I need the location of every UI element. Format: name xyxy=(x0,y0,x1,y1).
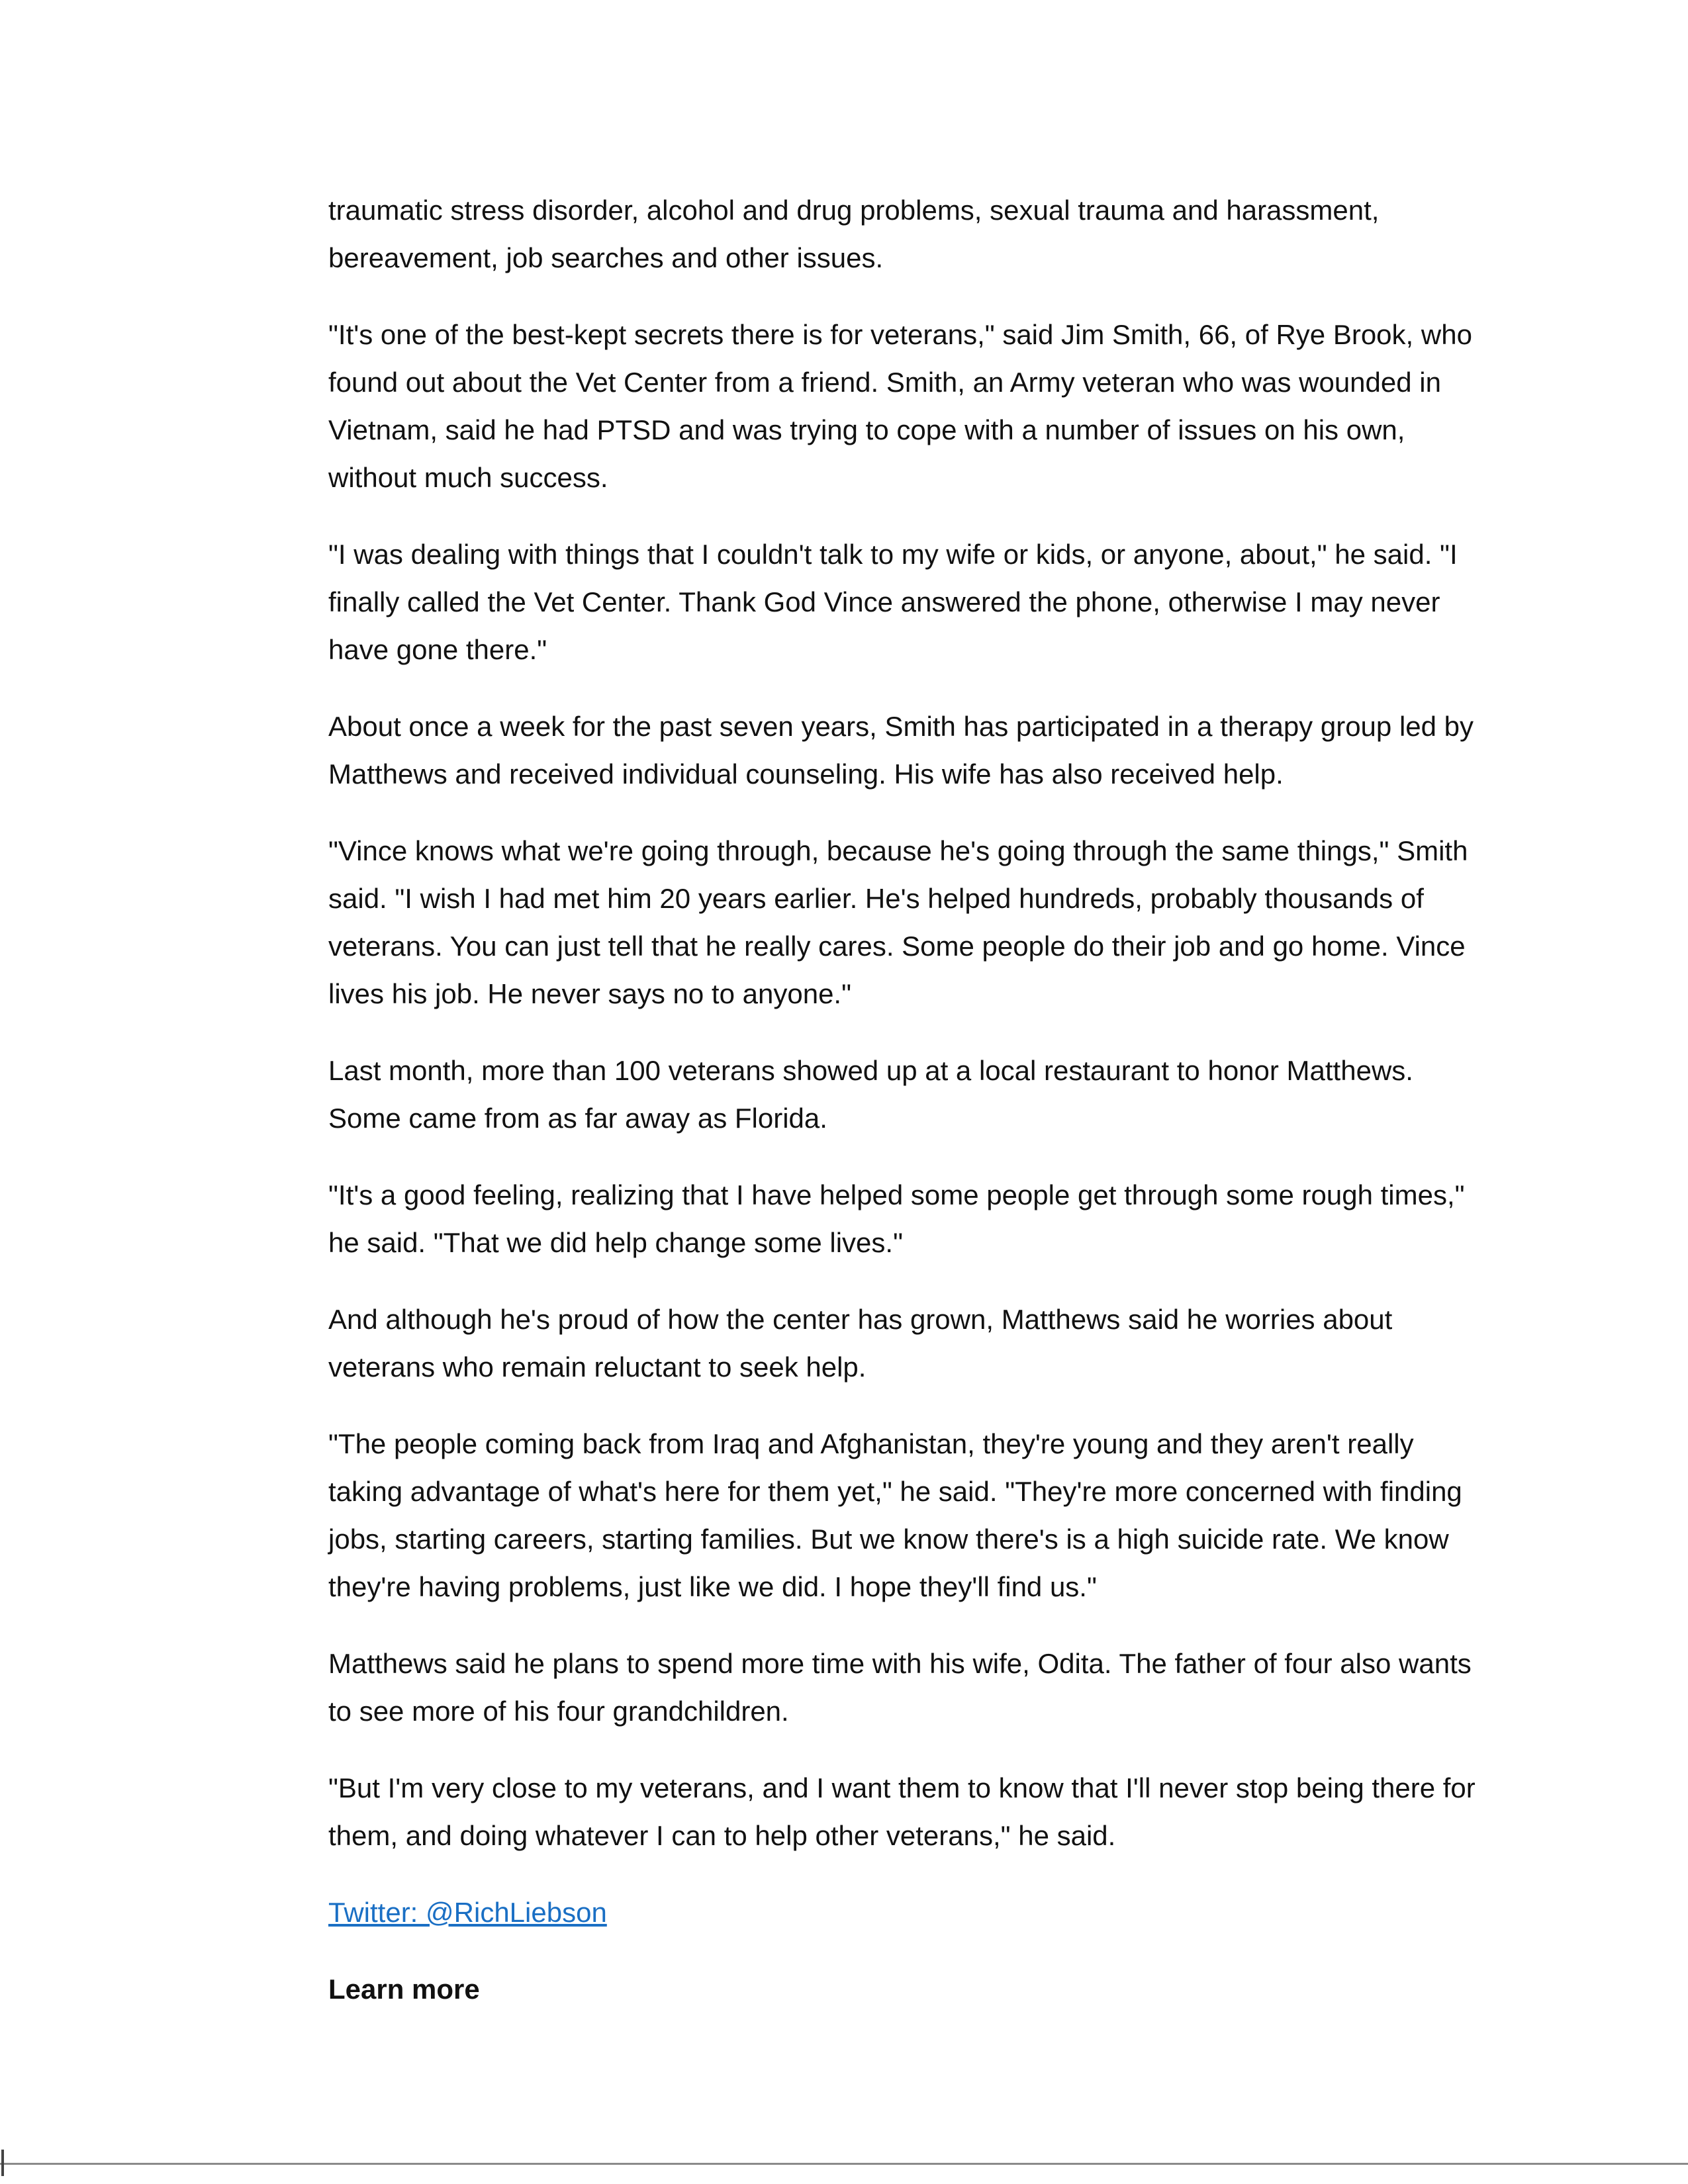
article-body xyxy=(328,187,1480,2013)
paragraph: "It's a good feeling, realizing that I have helped some people get through some rough times," he said. "That we did help change some lives." xyxy=(328,1179,1465,1258)
twitter-link[interactable]: Twitter: @RichLiebson xyxy=(328,1897,607,1928)
paragraph: About once a week for the past seven years, Smith has participated in a therapy group led by Matthews and received individual counseling. His wife has also received help. xyxy=(328,711,1474,790)
learn-more-heading: Learn more xyxy=(328,1974,480,2005)
paragraph: traumatic stress disorder, alcohol and drug problems, sexual trauma and harassment, bereavement, job searches and other issues. xyxy=(328,195,1380,273)
paragraph: And although he's proud of how the center has grown, Matthews said he worries about veterans who remain reluctant to seek help. xyxy=(328,1304,1393,1383)
paragraph: Matthews said he plans to spend more time with his wife, Odita. The father of four also wants to see more of his four grandchildren. xyxy=(328,1648,1472,1727)
twitter-link-line xyxy=(328,1889,1480,1936)
paragraph: Last month, more than 100 veterans showed up at a local restaurant to honor Matthews. Some came from as far away as Florida. xyxy=(328,1055,1413,1134)
paragraph: "It's one of the best-kept secrets there is for veterans," said Jim Smith, 66, of Rye Brook, who found out about the Vet Center from a friend. Smith, an Army veteran who was wounded in Vietnam, said he had PTSD and was trying to cope with a number of issues on his own, without much success. xyxy=(328,319,1472,493)
paragraph: "The people coming back from Iraq and Afghanistan, they're young and they aren't really taking advantage of what's here for them yet," he said. "They're more concerned with finding jobs, starting careers, starting families. But we know there's is a high suicide rate. We know they're having problems, just like we did. I hope they'll find us." xyxy=(328,1428,1462,1602)
scan-mark xyxy=(1,2150,4,2176)
paragraph: "I was dealing with things that I couldn't talk to my wife or kids, or anyone, about," he said. "I finally called the Vet Center. Thank God Vince answered the phone, otherwise I may never have gone there." xyxy=(328,539,1458,665)
paragraph: "Vince knows what we're going through, because he's going through the same things," Smith said. "I wish I had met him 20 years earlier. He's helped hundreds, probably thousands of veterans. You can just tell that he really cares. Some people do their job and go home. Vince lives his job. He never says no to anyone." xyxy=(328,835,1468,1009)
page-divider xyxy=(0,2163,1688,2165)
paragraph: "But I'm very close to my veterans, and I want them to know that I'll never stop being there for them, and doing whatever I can to help other veterans," he said. xyxy=(328,1772,1476,1851)
